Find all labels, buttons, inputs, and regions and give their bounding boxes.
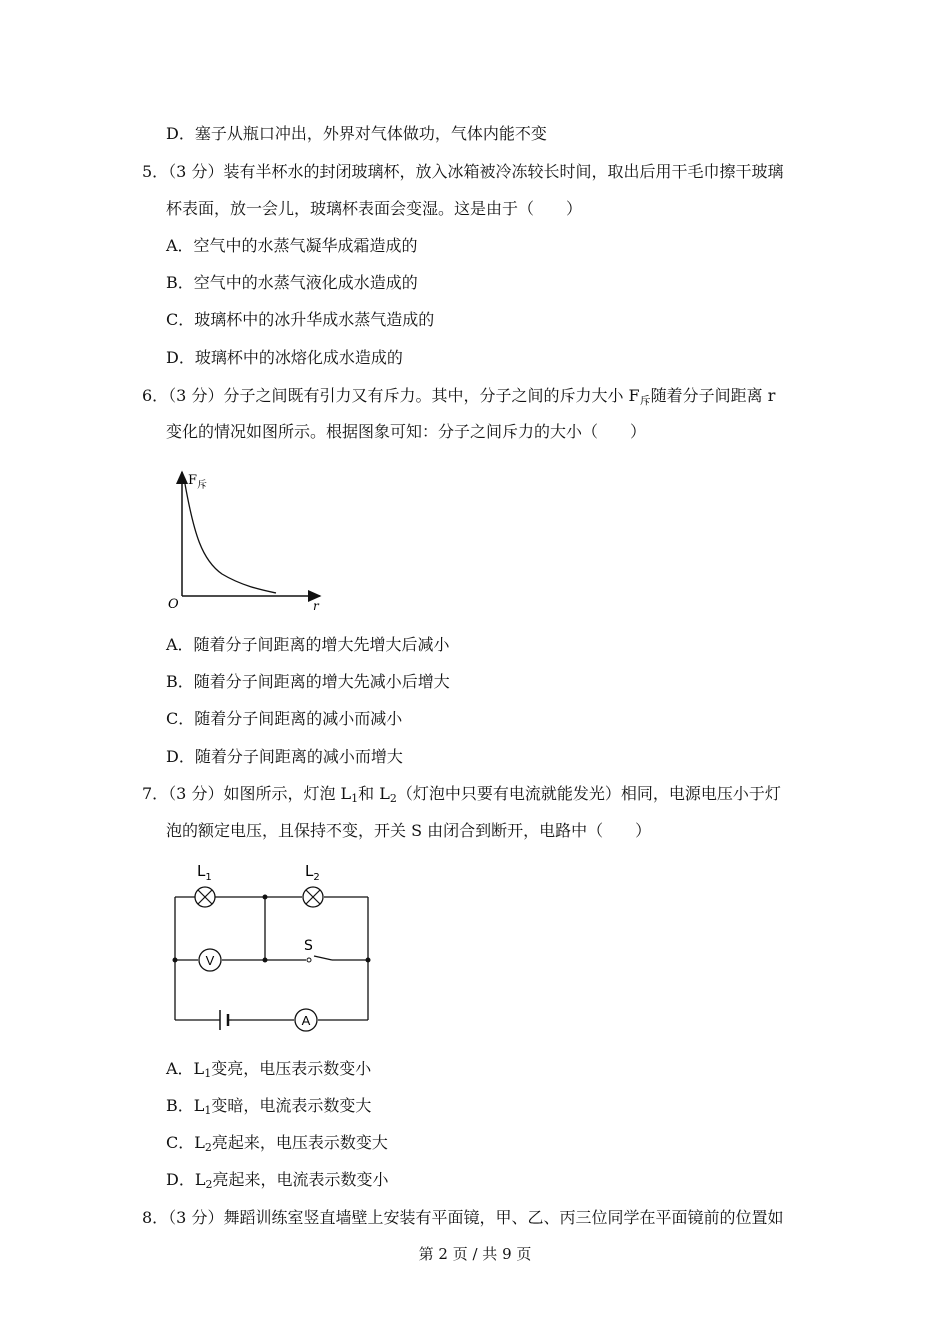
q7-option-d-post: 亮起来，电流表示数变小: [212, 1170, 389, 1189]
ammeter-symbol: [295, 1009, 317, 1031]
switch-contact: [307, 958, 311, 962]
q7-option-c-post: 亮起来，电压表示数变大: [211, 1133, 388, 1152]
q7-option-a: [166, 1059, 371, 1079]
q6-option-c: C．随着分子间距离的减小而减小: [166, 709, 403, 728]
q7-option-b-post: 变暗，电流表示数变大: [211, 1096, 372, 1115]
q7-stem-c: （灯泡中只要有电流就能发光）相同，电源电压小于灯: [396, 784, 781, 803]
repulsion-force-graph: [160, 462, 340, 622]
q5-option-a: A．空气中的水蒸气凝华成霜造成的: [166, 236, 418, 255]
q7-option-d-pre: D．L: [166, 1170, 206, 1189]
graph-origin-label: O: [168, 597, 179, 612]
q5-option-d: D．玻璃杯中的冰熔化成水造成的: [166, 348, 403, 367]
q6-stem-line1-text: 6．（3 分）分子之间既有引力又有斥力。其中，分子之间的斥力大小 F: [142, 386, 640, 405]
lamp-l2-label: $L_2$: [305, 862, 320, 883]
voltmeter-label: V: [205, 953, 215, 968]
q7-option-d-sub: 2: [205, 1178, 213, 1191]
q6-option-b: B．随着分子间距离的增大先减小后增大: [166, 672, 450, 691]
lamp-l1-label: $L_1$: [197, 862, 212, 883]
q7-option-a-pre: A．L: [166, 1059, 205, 1078]
q6-stem-line1-sub: 斥: [639, 394, 651, 407]
lamp-l1-symbol: [195, 887, 215, 907]
q7-option-c-pre: C．L: [166, 1133, 205, 1152]
q6-stem-line1-tail: 随着分子间距离 r: [650, 386, 776, 405]
graph-y-label: $F_斥$: [188, 473, 208, 491]
q7-stem-line1: [142, 784, 781, 804]
q6-option-d: D．随着分子间距离的减小而增大: [166, 747, 403, 766]
q7-option-c-sub: 2: [204, 1141, 212, 1154]
graph-curve: [185, 484, 276, 593]
q7-stem-sub1: 1: [351, 792, 359, 805]
q6-option-a: A．随着分子间距离的增大先增大后减小: [166, 635, 450, 654]
page-footer: 第 2 页 / 共 9 页: [418, 1245, 532, 1263]
circuit-diagram: [160, 852, 390, 1037]
ammeter-label: A: [301, 1013, 311, 1028]
lamp-l2-symbol: [303, 887, 323, 907]
q7-stem-a: 7．（3 分）如图所示，灯泡 L: [142, 784, 352, 803]
q7-option-c: [166, 1133, 388, 1153]
q7-stem-sub2: 2: [389, 792, 397, 805]
q7-option-b: [166, 1096, 371, 1116]
q5-option-b: B．空气中的水蒸气液化成水造成的: [166, 273, 418, 292]
q7-option-a-sub: 1: [204, 1067, 212, 1080]
q5-stem-line1: 5．（3 分）装有半杯水的封闭玻璃杯，放入冰箱被冷冻较长时间，取出后用干毛巾擦干玻璃: [142, 162, 784, 181]
q6-stem-line2: 变化的情况如图所示。根据图象可知：分子之间斥力的大小（ ）: [166, 422, 647, 441]
q7-option-b-pre: B．L: [166, 1096, 205, 1115]
voltmeter-symbol: [199, 949, 221, 971]
q7-stem-b: 和 L: [358, 784, 390, 803]
q5-stem-line2: 杯表面，放一会儿，玻璃杯表面会变湿。这是由于（ ）: [166, 199, 583, 218]
q7-option-b-sub: 1: [204, 1104, 212, 1117]
graph-x-label: r: [313, 599, 319, 613]
q8-stem-line1: 8．（3 分）舞蹈训练室竖直墙壁上安装有平面镜，甲、乙、丙三位同学在平面镜前的位置如: [142, 1208, 784, 1227]
q7-stem-line2: 泡的额定电压，且保持不变，开关 S 由闭合到断开，电路中（ ）: [166, 821, 652, 840]
switch-label: S: [304, 938, 313, 954]
q7-option-d: [166, 1170, 388, 1190]
q4-option-d: D．塞子从瓶口冲出，外界对气体做功，气体内能不变: [166, 124, 547, 143]
q5-option-c: C．玻璃杯中的冰升华成水蒸气造成的: [166, 310, 435, 329]
q7-option-a-post: 变亮，电压表示数变小: [211, 1059, 372, 1078]
q6-stem-line1: [142, 386, 775, 406]
battery-symbol: [220, 1010, 232, 1030]
